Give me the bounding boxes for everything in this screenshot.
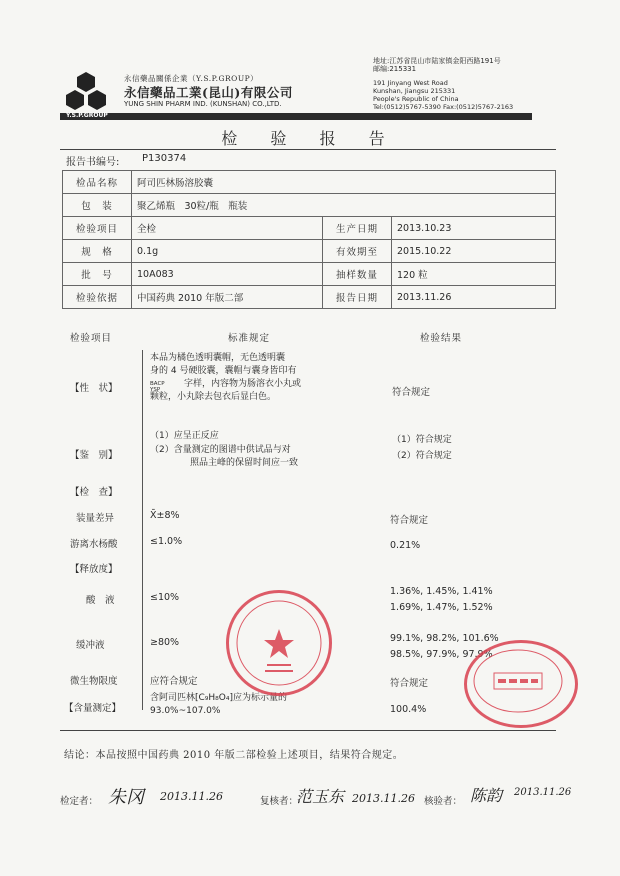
acid-standard: ≤10% xyxy=(150,592,180,603)
weight-variation-standard: X̄±8% xyxy=(150,510,180,521)
verifier-label: 核验者： xyxy=(424,796,463,807)
salicylic-result: 0.21% xyxy=(390,540,421,551)
batch-number: 10A083 xyxy=(132,263,323,286)
buffer-result-2: 98.5%, 97.9%, 97.9% xyxy=(390,649,493,660)
spec-label: 规 格 xyxy=(63,240,132,263)
expiry-date-label: 有效期至 xyxy=(323,240,392,263)
col-header-result: 检验结果 xyxy=(420,333,463,344)
reviewer-date: 2013.11.26 xyxy=(352,792,415,805)
buffer-standard: ≥80% xyxy=(150,637,180,648)
microbial-standard: 应符合规定 xyxy=(150,676,198,687)
capsule-imprint: BACP YSP xyxy=(150,381,165,393)
buffer-result-1: 99.1%, 98.2%, 101.6% xyxy=(390,633,499,644)
report-number-label: 报告书编号: xyxy=(66,157,120,168)
identification-std-1: （1）应呈正反应 xyxy=(150,431,219,441)
acid-result-2: 1.69%, 1.47%, 1.52% xyxy=(390,602,493,613)
company-name-cn: 永信藥品工業(昆山)有限公司 xyxy=(124,85,293,100)
appearance-standard: 本品为橘色透明囊帽，无色透明囊 身的 4 号硬胶囊，囊帽与囊身皆印有 字样，内容物为肠溶衣小丸或 颗粒，小丸除去包衣后显白色。 xyxy=(150,353,302,402)
appearance-label: 【性 状】 xyxy=(70,383,118,394)
dissolution-label: 【释放度】 xyxy=(70,564,118,575)
sample-qty-label: 抽样数量 xyxy=(323,263,392,286)
company-logo xyxy=(64,70,108,112)
inspector-date: 2013.11.26 xyxy=(160,790,223,803)
verifier-signature: 陈韵 xyxy=(470,786,503,805)
verifier-date: 2013.11.26 xyxy=(514,787,572,798)
acid-label: 酸 液 xyxy=(86,595,115,606)
basis: 中国药典 2010 年版二部 xyxy=(132,286,323,309)
inspector-label: 检定者： xyxy=(60,796,99,807)
report-title: 检 验 报 告 xyxy=(221,129,399,148)
weight-variation-result: 符合规定 xyxy=(390,515,429,526)
test-items: 全检 xyxy=(132,217,323,240)
identification-result-2: （2）符合规定 xyxy=(392,451,452,461)
logo-band-label: Y.S.P.GROUP xyxy=(66,112,108,119)
col-header-standard: 标准规定 xyxy=(228,333,271,344)
mfg-date: 2013.10.23 xyxy=(392,217,556,240)
product-name: 阿司匹林肠溶胶囊 xyxy=(132,171,556,194)
microbial-result: 符合规定 xyxy=(390,678,429,689)
reviewer-label: 复核者： xyxy=(260,796,299,807)
spec: 0.1g xyxy=(132,240,323,263)
basis-label: 检验依据 xyxy=(63,286,132,309)
salicylic-standard: ≤1.0% xyxy=(150,536,183,547)
appearance-result: 符合规定 xyxy=(392,387,431,398)
report-number: P130374 xyxy=(142,153,187,164)
package: 聚乙烯瓶 30粒/瓶 瓶装 xyxy=(132,194,556,217)
round-seal-stamp xyxy=(226,590,332,696)
salicylic-label: 游离水杨酸 xyxy=(70,539,118,550)
reviewer-signature: 范玉东 xyxy=(296,787,345,806)
assay-result: 100.4% xyxy=(390,704,427,715)
quality-seal-stamp xyxy=(464,640,578,728)
batch-label: 批 号 xyxy=(63,263,132,286)
report-date: 2013.11.26 xyxy=(392,286,556,309)
report-date-label: 报告日期 xyxy=(323,286,392,309)
group-name: 永信藥品關係企業（Y.S.P.GROUP） xyxy=(124,74,259,83)
conclusion: 结论：本品按照中国药典 2010 年版二部检验上述项目，结果符合规定。 xyxy=(64,750,404,761)
expiry-date: 2015.10.22 xyxy=(392,240,556,263)
identification-result-1: （1）符合规定 xyxy=(392,435,452,445)
product-info-table xyxy=(62,170,556,309)
identification-label: 【鉴 别】 xyxy=(70,450,118,461)
company-address: 地址:江苏省昆山市陆家镇金阳西路191号 邮编:215331 191 Jinyang West Road Kunshan, Jiangsu 215331 People's Republic of China Tel:(0512)5767-5390 Fax:(0512)5767-2163 xyxy=(373,57,514,111)
assay-label: 【含量测定】 xyxy=(64,703,122,714)
buffer-label: 缓冲液 xyxy=(76,640,105,651)
acid-result-1: 1.36%, 1.45%, 1.41% xyxy=(390,586,493,597)
inspector-signature: 朱冈 xyxy=(108,787,144,808)
col-header-item: 检验项目 xyxy=(70,333,113,344)
package-label: 包 装 xyxy=(63,194,132,217)
weight-variation-label: 装量差异 xyxy=(76,513,115,524)
tests-label: 【检 查】 xyxy=(70,487,118,498)
logo-band xyxy=(60,113,532,120)
test-items-label: 检验项目 xyxy=(63,217,132,240)
sample-qty: 120 粒 xyxy=(392,263,556,286)
identification-std-2: （2）含量测定的图谱中供试品与对 照品主峰的保留时间应一致 xyxy=(150,445,299,468)
microbial-label: 微生物限度 xyxy=(70,676,118,687)
product-name-label: 检品名称 xyxy=(63,171,132,194)
mfg-date-label: 生产日期 xyxy=(323,217,392,240)
assay-standard: 含阿司匹林[C₉H₈O₄]应为标示量的 93.0%~107.0% xyxy=(150,693,287,716)
company-name-en: YUNG SHIN PHARM IND. (KUNSHAN) CO.,LTD. xyxy=(124,100,282,108)
